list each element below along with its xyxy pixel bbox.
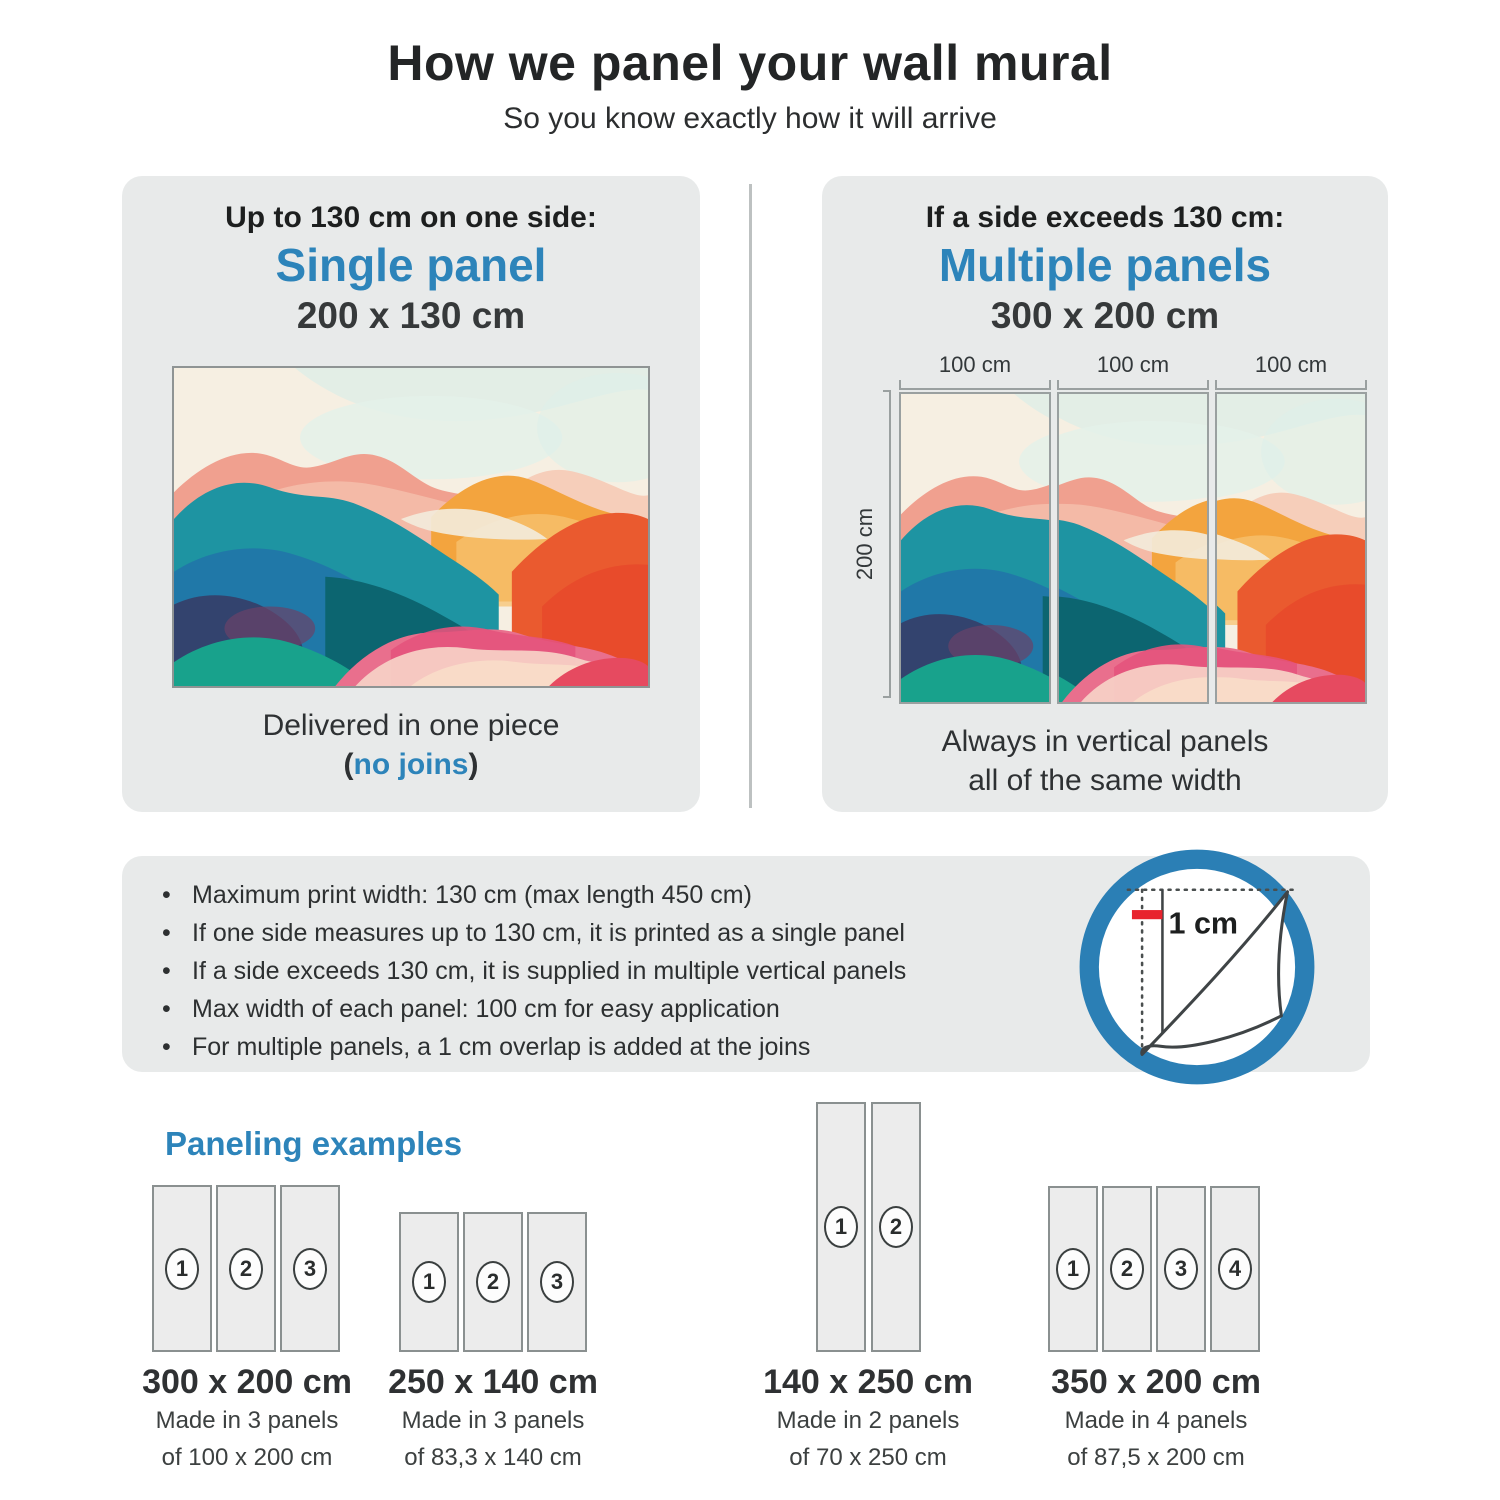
single-panel-card bbox=[122, 176, 700, 812]
page-subtitle: So you know exactly how it will arrive bbox=[503, 102, 997, 135]
mural-panel-1 bbox=[899, 392, 1051, 704]
example-caption-350x200 bbox=[1016, 1362, 1296, 1476]
panel-number-badge: 1 bbox=[824, 1206, 858, 1248]
mural-artwork-slice-3 bbox=[1215, 394, 1365, 702]
panel-number-badge: 1 bbox=[165, 1248, 199, 1290]
example-panels-250x140 bbox=[399, 1212, 587, 1352]
width-measure-bracket-2 bbox=[1057, 380, 1209, 390]
example-size: 300 x 200 cm bbox=[142, 1363, 352, 1401]
panel-number-badge: 3 bbox=[540, 1261, 574, 1303]
panel-number-badge: 3 bbox=[1164, 1248, 1198, 1290]
example-caption-250x140 bbox=[353, 1362, 633, 1476]
example-panels-350x200 bbox=[1048, 1186, 1260, 1352]
page-curl-icon bbox=[1075, 845, 1319, 1089]
single-panel-caption-line2 bbox=[122, 745, 700, 784]
width-measure-label-2: 100 cm bbox=[1096, 352, 1170, 377]
height-measure-label: 200 cm bbox=[852, 507, 877, 581]
multiple-panels-caption-line1: Always in vertical panels bbox=[941, 725, 1269, 758]
example-panel bbox=[216, 1185, 276, 1352]
example-panels-300x200 bbox=[152, 1185, 340, 1352]
panel-number-badge: 1 bbox=[412, 1261, 446, 1303]
example-panel bbox=[1048, 1186, 1098, 1352]
example-panel bbox=[527, 1212, 587, 1352]
example-panel bbox=[463, 1212, 523, 1352]
width-measure-row bbox=[899, 352, 1367, 390]
no-joins-highlight: no joins bbox=[353, 748, 469, 781]
example-panel bbox=[816, 1102, 866, 1352]
example-panels-line: Made in 3 panels bbox=[155, 1407, 339, 1434]
multiple-panels-figure bbox=[843, 352, 1367, 704]
mural-artwork-slice-2 bbox=[1057, 394, 1209, 702]
multiple-panels-title: Multiple panels bbox=[938, 239, 1272, 291]
bullet-text-5: For multiple panels, a 1 cm overlap is added at the joins bbox=[192, 1033, 811, 1061]
mural-panel-2 bbox=[1057, 392, 1209, 704]
panel-number-badge: 2 bbox=[476, 1261, 510, 1303]
panel-number-badge: 3 bbox=[293, 1248, 327, 1290]
example-dims-line: of 83,3 x 140 cm bbox=[404, 1444, 582, 1471]
example-dims-line: of 87,5 x 200 cm bbox=[1067, 1444, 1245, 1471]
mural-panel-3 bbox=[1215, 392, 1367, 704]
width-measure-bracket-3 bbox=[1215, 380, 1367, 390]
example-dims-line: of 100 x 200 cm bbox=[161, 1444, 333, 1471]
width-measure-bracket-1 bbox=[899, 380, 1051, 390]
width-measure-label-3: 100 cm bbox=[1254, 352, 1328, 377]
mural-panels-row bbox=[899, 392, 1367, 704]
bullet-dot: • bbox=[162, 957, 171, 985]
example-size: 140 x 250 cm bbox=[763, 1363, 973, 1401]
single-panel-caption bbox=[122, 706, 700, 784]
single-panel-size: 200 x 130 cm bbox=[296, 295, 526, 336]
paren-close: ) bbox=[468, 748, 479, 781]
panel-number-badge: 1 bbox=[1056, 1248, 1090, 1290]
example-size: 350 x 200 cm bbox=[1051, 1363, 1261, 1401]
bullet-dot: • bbox=[162, 995, 171, 1023]
example-panels-line: Made in 2 panels bbox=[776, 1407, 960, 1434]
example-caption-300x200 bbox=[107, 1362, 387, 1476]
page-title: How we panel your wall mural bbox=[387, 35, 1113, 91]
example-panel bbox=[1156, 1186, 1206, 1352]
overlap-marker bbox=[1132, 910, 1163, 919]
examples-heading: Paneling examples bbox=[165, 1125, 463, 1163]
bullet-dot: • bbox=[162, 881, 171, 909]
single-panel-caption-line1: Delivered in one piece bbox=[262, 709, 560, 742]
bullet-text-2: If one side measures up to 130 cm, it is printed as a single panel bbox=[192, 919, 905, 947]
height-measure-bracket bbox=[883, 390, 891, 698]
overlap-diagram bbox=[1075, 845, 1319, 1089]
bullet-text-1: Maximum print width: 130 cm (max length 450 cm) bbox=[192, 881, 752, 909]
example-panels-line: Made in 3 panels bbox=[401, 1407, 585, 1434]
panel-number-badge: 2 bbox=[1110, 1248, 1144, 1290]
mural-artwork-slice-1 bbox=[901, 394, 1051, 702]
bullet-text-4: Max width of each panel: 100 cm for easy application bbox=[192, 995, 780, 1023]
card-divider bbox=[749, 184, 752, 808]
example-dims-line: of 70 x 250 cm bbox=[789, 1444, 947, 1471]
mural-artwork bbox=[174, 368, 648, 686]
bullet-text-3: If a side exceeds 130 cm, it is supplied in multiple vertical panels bbox=[192, 957, 907, 985]
panel-number-badge: 2 bbox=[229, 1248, 263, 1290]
single-panel-condition: Up to 130 cm on one side: bbox=[225, 201, 597, 234]
paren-open: ( bbox=[343, 748, 354, 781]
example-panel bbox=[152, 1185, 212, 1352]
multiple-panels-condition: If a side exceeds 130 cm: bbox=[925, 201, 1285, 234]
bullet-dot: • bbox=[162, 919, 171, 947]
example-panel bbox=[399, 1212, 459, 1352]
multiple-panels-card bbox=[822, 176, 1388, 812]
panel-number-badge: 4 bbox=[1218, 1248, 1252, 1290]
single-panel-title: Single panel bbox=[275, 239, 547, 291]
header bbox=[0, 34, 1500, 136]
multiple-panels-caption bbox=[822, 722, 1388, 800]
example-panels-140x250 bbox=[816, 1102, 921, 1352]
example-panel bbox=[1210, 1186, 1260, 1352]
width-measure-label-1: 100 cm bbox=[938, 352, 1012, 377]
mural-image-single bbox=[172, 366, 650, 688]
example-panel bbox=[1102, 1186, 1152, 1352]
example-caption-140x250 bbox=[728, 1362, 1008, 1476]
bullet-dot: • bbox=[162, 1033, 171, 1061]
multiple-panels-caption-line2: all of the same width bbox=[968, 764, 1242, 797]
panel-number-badge: 2 bbox=[879, 1206, 913, 1248]
multiple-panels-size: 300 x 200 cm bbox=[990, 295, 1220, 336]
overlap-label: 1 cm bbox=[1168, 906, 1239, 941]
example-panels-line: Made in 4 panels bbox=[1064, 1407, 1248, 1434]
example-panel bbox=[871, 1102, 921, 1352]
example-size: 250 x 140 cm bbox=[388, 1363, 598, 1401]
example-panel bbox=[280, 1185, 340, 1352]
